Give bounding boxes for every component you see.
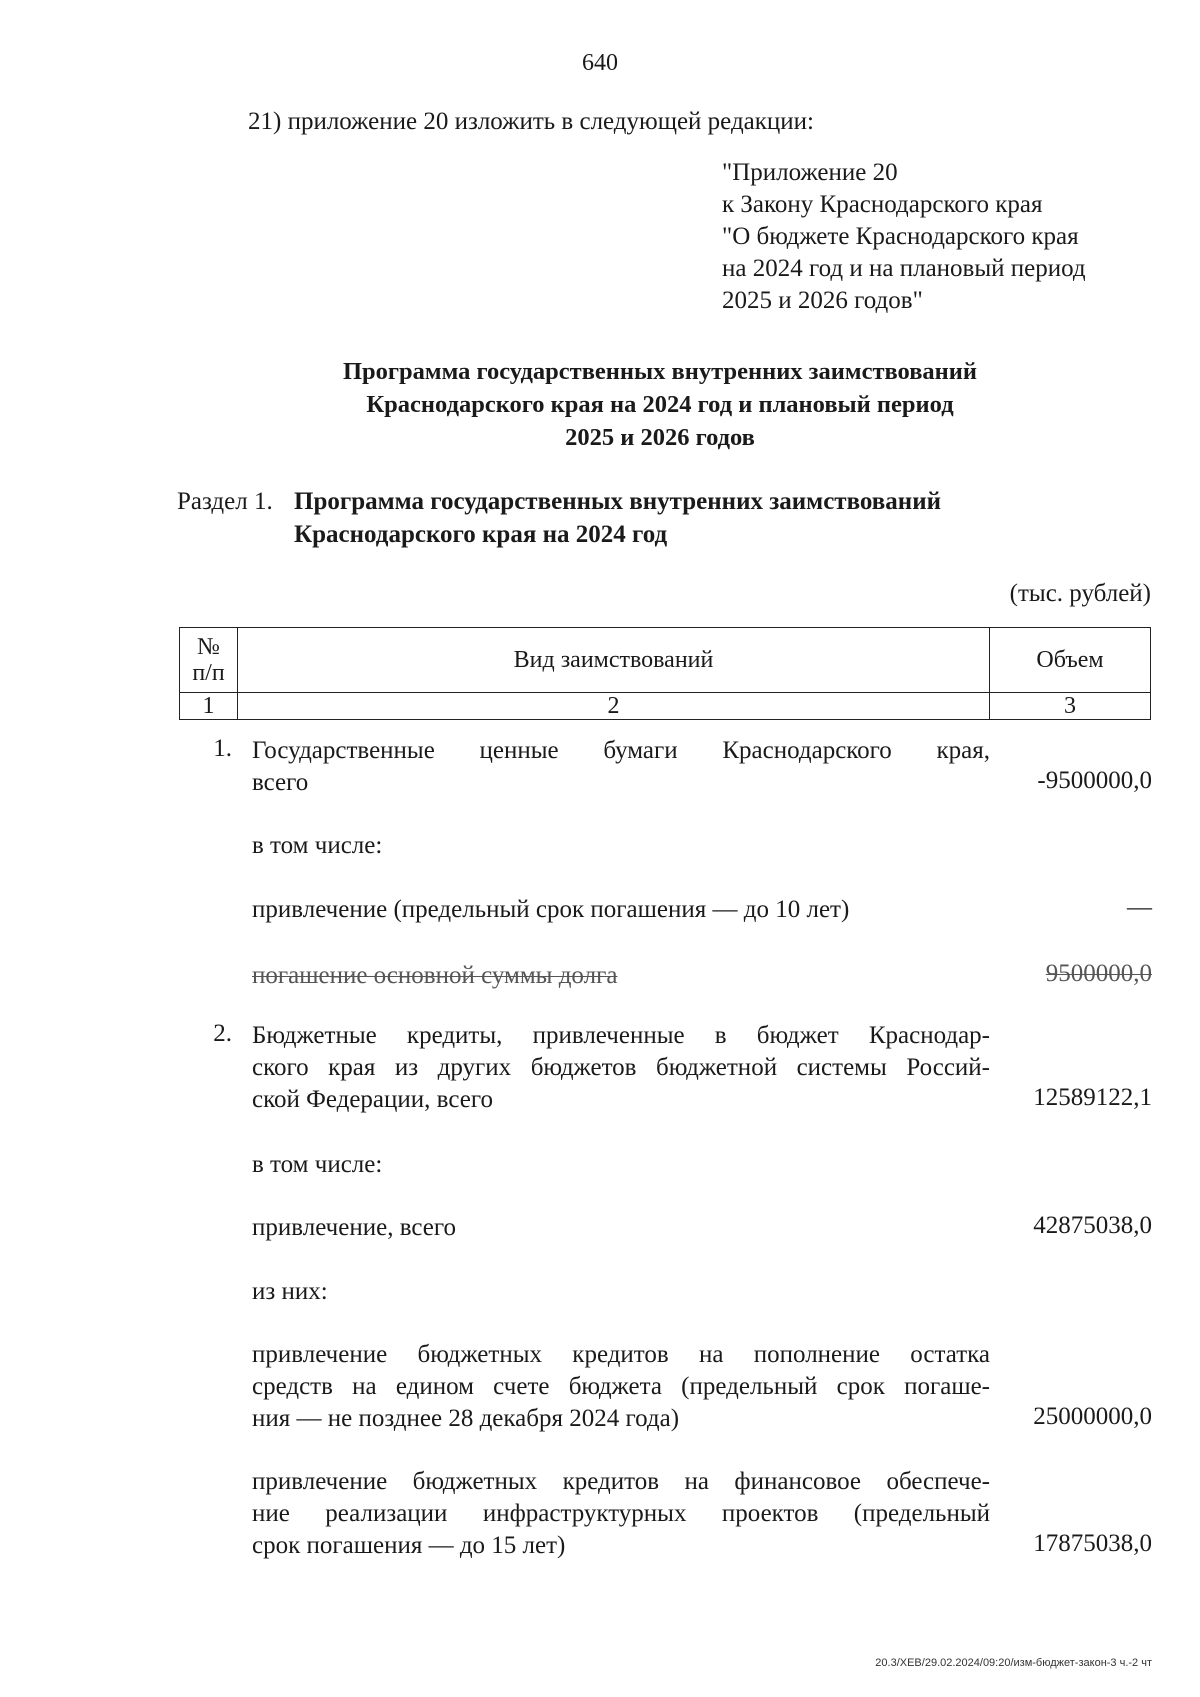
row-description: привлечение, всего [252, 1214, 456, 1241]
row-amount-struck: 9500000,0 [1045, 960, 1152, 987]
appendix-line: "Приложение 20 [722, 159, 898, 186]
row-subheading: из них: [252, 1278, 328, 1305]
row-description-struck: погашение основной суммы долга [252, 962, 618, 989]
row-text-line: срок погашения — до 15 лет) [252, 1532, 566, 1559]
title-line: Краснодарского края на 2024 год и плановый период [366, 391, 954, 418]
row-number: 1. [213, 735, 232, 762]
row-text-line: привлечение бюджетных кредитов на пополнение остатка [252, 1341, 990, 1368]
section-title-line: Краснодарского края на 2024 год [294, 521, 668, 548]
row-subheading: в том числе: [252, 832, 383, 859]
row-description [252, 1466, 990, 1562]
appendix-line: на 2024 год и на плановый период [722, 255, 1086, 282]
header-cell-volume: Объем [990, 628, 1151, 693]
header-col-index: 2 [238, 693, 990, 720]
row-amount: 42875038,0 [1033, 1212, 1152, 1239]
row-text-line: ского края из других бюджетов бюджетной системы Россий- [252, 1054, 990, 1081]
row-text-line: Бюджетные кредиты, привлеченные в бюджет Краснодар- [252, 1022, 990, 1049]
row-text-line: всего [252, 769, 309, 796]
section-label: Раздел 1. [177, 488, 273, 515]
row-amount: 25000000,0 [1033, 1403, 1152, 1430]
row-amount: -9500000,0 [1037, 767, 1152, 794]
appendix-line: к Закону Краснодарского края [722, 191, 1043, 218]
header-number-abbr: п/п [192, 660, 225, 686]
row-description [252, 735, 990, 799]
row-text-line: ния — не позднее 28 декабря 2024 года) [252, 1405, 680, 1432]
row-description [252, 1339, 990, 1435]
row-subheading: в том числе: [252, 1151, 383, 1178]
row-text-line: ние реализации инфраструктурных проектов (предельный [252, 1500, 990, 1527]
header-cell-type: Вид заимствований [238, 628, 990, 693]
row-text-line: ской Федерации, всего [252, 1086, 493, 1113]
header-col-index: 3 [990, 693, 1151, 720]
title-line: 2025 и 2026 годов [565, 424, 755, 451]
row-text-line: Государственные ценные бумаги Краснодарского края, [252, 737, 990, 764]
units-note: (тыс. рублей) [1009, 580, 1151, 607]
footer-reference: 20.3/ХЕВ/29.02.2024/09:20/изм-бюджет-закон-3 ч.-2 чт [875, 1657, 1152, 1669]
row-number: 2. [213, 1020, 232, 1047]
header-cell-number [180, 628, 238, 693]
header-col-index: 1 [180, 693, 238, 720]
document-title [250, 355, 1070, 454]
header-number-sign: № [197, 634, 220, 660]
row-description: привлечение (предельный срок погашения — до 10 лет) [252, 896, 850, 923]
title-line: Программа государственных внутренних заимствований [342, 358, 978, 385]
row-description [252, 1020, 990, 1116]
appendix-line: "О бюджете Краснодарского края [722, 223, 1079, 250]
appendix-header [722, 157, 1086, 317]
section-title [294, 485, 941, 551]
row-amount: 17875038,0 [1033, 1530, 1152, 1557]
row-amount: 12589122,1 [1033, 1084, 1152, 1111]
appendix-line: 2025 и 2026 годов" [722, 287, 923, 314]
section-title-line: Программа государственных внутренних заимствований [294, 488, 941, 515]
amendment-intro: 21) приложение 20 изложить в следующей редакции: [248, 108, 814, 135]
row-text-line: привлечение бюджетных кредитов на финансовое обеспече- [252, 1468, 990, 1495]
table-header [179, 627, 1151, 720]
page-number: 640 [582, 50, 618, 76]
row-amount: — [1127, 894, 1152, 921]
row-text-line: средств на едином счете бюджета (предельный срок погаше- [252, 1373, 990, 1400]
